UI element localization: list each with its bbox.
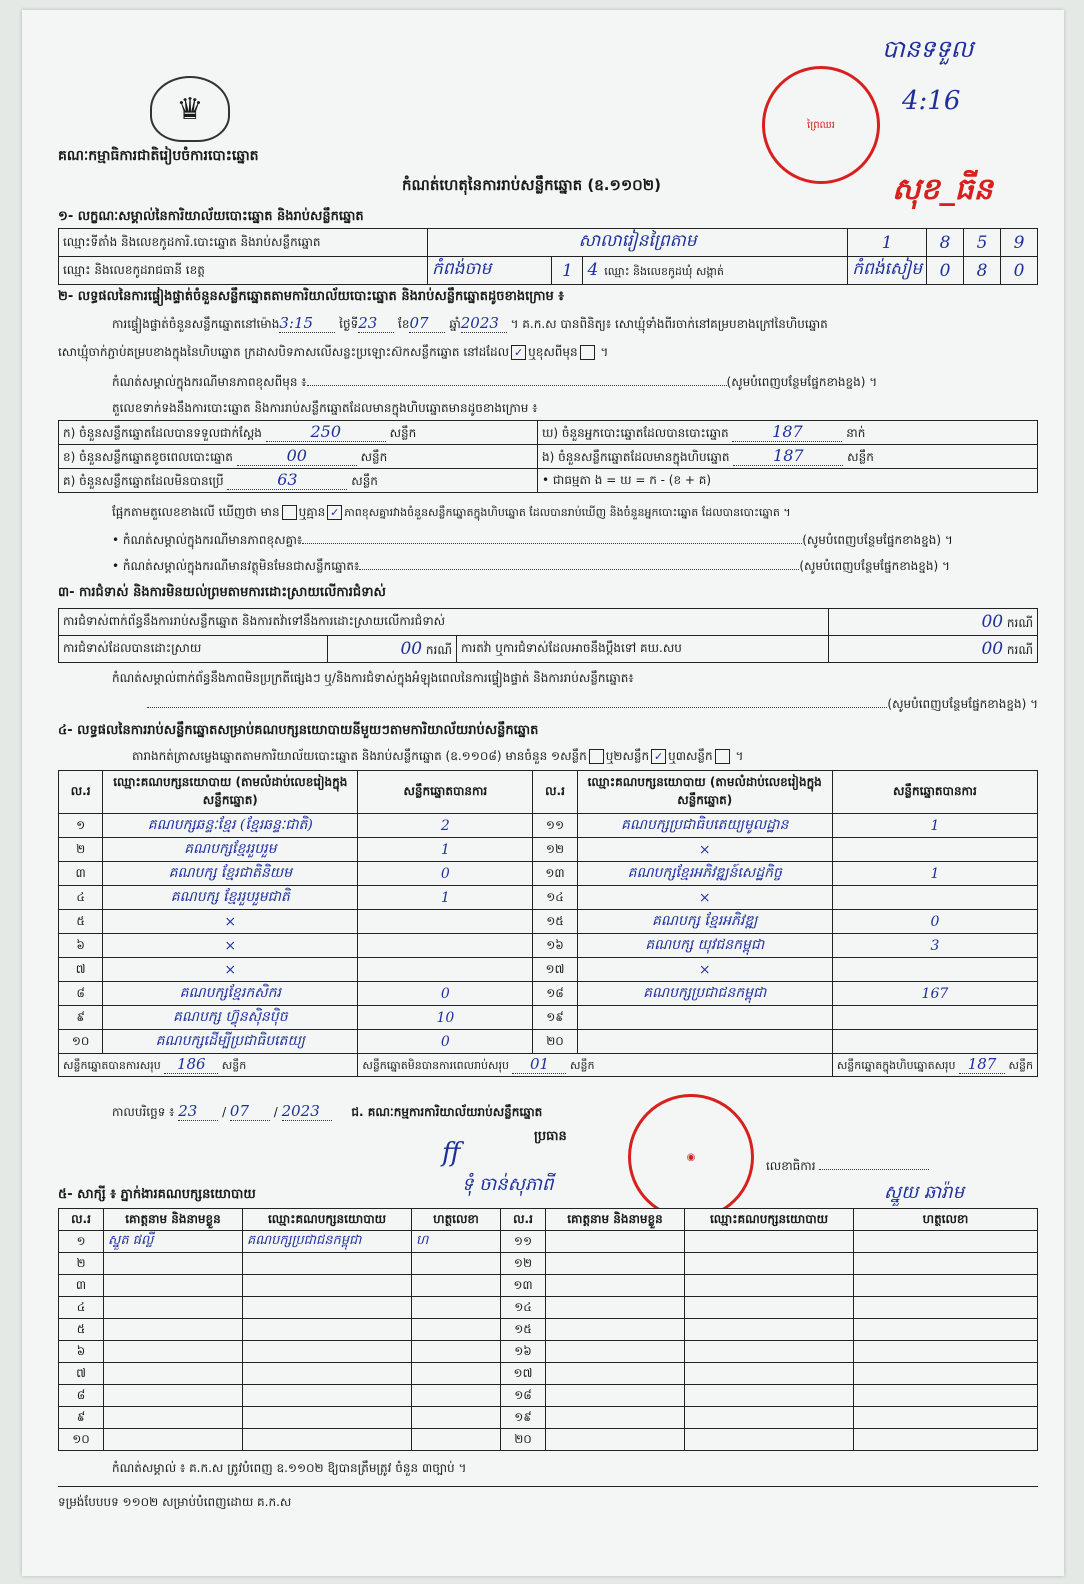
vote-count: 1 [832,862,1037,886]
witness-party [685,1341,854,1363]
witness-party [685,1429,854,1451]
party-name: × [577,838,832,862]
witness-signature [412,1297,501,1319]
vote-count [832,1006,1037,1030]
witness-party: គណបក្សប្រជាជនកម្ពុជា [243,1231,412,1253]
table-row [59,862,1038,886]
table-row [59,1385,1038,1407]
witness-party [243,1297,412,1319]
party-name: × [577,886,832,910]
witness-name [104,1275,243,1297]
figure-e: ង) ចំនួនសន្លឹកឆ្នោតដែលមានក្នុងហិបឆ្នោត 187 សន្លឹក [538,445,1038,469]
vote-count [358,958,533,982]
party-name: គណបក្សប្រជាជនកម្ពុជា [577,982,832,1006]
chair-signature: ﬀ [442,1138,461,1168]
total-in-box: សន្លឹកឆ្នោតក្នុងហិបឆ្នោតសរុប 187 សន្លឹក [832,1054,1037,1077]
row-number: ១១ [501,1231,546,1253]
witness-signature [854,1275,1038,1297]
row-number: ១ [59,1231,104,1253]
vote-count: 0 [832,910,1037,934]
table-row [59,1253,1038,1275]
form-footer: ទម្រង់បែបបទ ១១០២ សម្រាប់បំពេញដោយ គ.ក.ស [58,1495,292,1509]
witness-party [685,1275,854,1297]
location-label: ឈ្មោះទីតាំង និងលេខកូដការិ.បោះឆ្នោត និងរាប់សន្លឹកឆ្នោត [59,229,428,257]
row-number: ៣ [59,862,103,886]
witness-signature [854,1253,1038,1275]
party-name: គណបក្សប្រជាធិបតេយ្យមូលដ្ឋាន [577,814,832,838]
province-code: 1 [552,257,583,285]
commune-code: 0 [927,257,964,285]
commune-code: 8 [964,257,1001,285]
witness-name: ស្នួត ផល្លី [104,1231,243,1253]
table-row [59,1030,1038,1054]
party-name: គណបក្សដើម្បីប្រជាធិបតេយ្យ [103,1030,358,1054]
col-no: ល.រ [501,1209,546,1231]
witness-name [104,1385,243,1407]
party-name: គណបក្សខ្មែរអភិវឌ្ឍន៍សេដ្ឋកិច្ច [577,862,832,886]
witness-party [685,1231,854,1253]
has-difference-checkbox[interactable] [282,505,297,520]
section4-heading: ៤- លទ្ធផលនៃការរាប់សន្លឹកឆ្នោតសម្រាប់គណបក្សនយោបាយនីមួយៗតាមការិយាល័យរាប់សន្លឹកឆ្នោត [58,723,539,738]
witness-party [243,1385,412,1407]
total-valid: សន្លឹកឆ្នោតបានការសរុប 186 សន្លឹក [59,1054,358,1077]
row-number: ៣ [59,1275,104,1297]
col-sign: ហត្ថលេខា [412,1209,501,1231]
row-number: ១៦ [533,934,577,958]
bullet-note-2: • កំណត់សម្គាល់ក្នុងករណីមានវត្ថុមិនមែនជាសន្លឹកឆ្នោត៖ (សូមបំពេញបន្ថែមផ្នែកខាងខ្នង) ។ [112,559,950,573]
row-number: ៤ [59,1297,104,1319]
col-votes: សន្លឹកឆ្នោតបានការ [358,771,533,814]
row-number: ៥ [59,1319,104,1341]
row-number: ១០ [59,1429,104,1451]
section2-heading: ២- លទ្ធផលនៃការផ្ទៀងផ្ទាត់ចំនួនសន្លឹកឆ្នោតតាមការិយាល័យបោះឆ្នោត និងរាប់សន្លឹកឆ្នោតដូចខាងក្រោម ៖ [58,289,564,304]
witness-name [546,1231,685,1253]
witness-signature [412,1429,501,1451]
figures-intro: តួលេខទាក់ទងនឹងការបោះឆ្នោត និងការរាប់សន្លឹកឆ្នោតដែលមានក្នុងហិបឆ្នោតមានដូចខាងក្រោម ៖ [112,401,538,415]
code-digit: 8 [927,229,964,257]
col-votes: សន្លឹកឆ្នោតបានការ [832,771,1037,814]
party-name: គណបក្ស ខ្មែរអភិវឌ្ឍ [577,910,832,934]
one-sheet-checkbox[interactable] [589,749,604,764]
complaint-count: 00 ករណី [829,609,1038,636]
witness-signature [854,1297,1038,1319]
seal-line: សោឃ្មុំចាក់ភ្ជាប់គម្របខាងក្នុងនៃហិបឆ្នោត ក្រដាសបិទភាសលើសន្លះប្រឡោះស៊កសន្លឹកឆ្នោត នៅដដែល ✓ ឬខុសពីមុន ។ [58,345,609,359]
vote-count: 0 [358,862,533,886]
row-number: ៧ [59,1363,104,1385]
party-name: × [577,958,832,982]
party-name: × [103,910,358,934]
party-name: គណបក្ស ខ្មែរជាតិនិយម [103,862,358,886]
witness-party [243,1319,412,1341]
figure-d: ឃ) ចំនួនអ្នកបោះឆ្នោតដែលបានបោះឆ្នោត 187 នាក់ [538,421,1038,445]
witness-name [546,1407,685,1429]
row-number: ២ [59,838,103,862]
witness-party [243,1253,412,1275]
party-name: × [103,958,358,982]
party-name: គណបក្ស ហ៊្វុនស៊ិនប៉ិច [103,1006,358,1030]
witness-party [243,1429,412,1451]
witness-table [58,1208,1038,1451]
irregularity-hint: (សូមបំពេញបន្ថែមផ្នែកខាងខ្នង) ។ [58,696,1038,714]
witness-name [546,1385,685,1407]
org-name: គណៈកម្មាធិការជាតិរៀបចំការបោះឆ្នោត [58,148,259,164]
vote-count [358,934,533,958]
row-number: ១៧ [501,1363,546,1385]
vote-count: 167 [832,982,1037,1006]
witness-signature [412,1253,501,1275]
commune-value: កំពង់សៀម [848,257,927,285]
witness-party [243,1407,412,1429]
row-number: ៨ [59,982,103,1006]
witness-name [546,1275,685,1297]
witness-name [104,1319,243,1341]
two-sheet-checkbox[interactable]: ✓ [651,749,666,764]
row-number: ២០ [501,1429,546,1451]
witness-signature [412,1385,501,1407]
col-no: ល.រ [533,771,577,814]
section3-heading: ៣- ការជំទាស់ និងការមិនយល់ព្រមតាមការដោះស្រាយលើការជំទាស់ [58,585,386,600]
table-row [59,1407,1038,1429]
col-no: ល.រ [59,771,103,814]
witness-signature [854,1363,1038,1385]
commune-label: 4 ឈ្មោះ និងលេខកូដឃុំ សង្កាត់ [583,257,848,285]
witness-signature [854,1385,1038,1407]
witness-signature [412,1319,501,1341]
row-number: ៥ [59,910,103,934]
complaints-table [58,608,1038,663]
witness-party [685,1363,854,1385]
section1-heading: ១- លក្ខណៈសម្គាល់នៃការិយាល័យបោះឆ្នោត និងរាប់សន្លឹកឆ្នោត [58,209,364,224]
witness-name [104,1341,243,1363]
irregularity-note: កំណត់សម្គាល់ពាក់ព័ន្ធនឹងភាពមិនប្រក្រតីផ្សេងៗ ឬ/និងការជំទាស់ក្នុងអំឡុងពេលនៃការផ្ទៀងផ្ទាត់ និងការរាប់សន្លឹកឆ្នោត៖ [112,671,634,685]
row-number: ១២ [501,1253,546,1275]
appeal-label: ការតវ៉ា ឬការជំទាស់ដែលអាចនឹងប្តឹងទៅ គឃ.សប [457,636,829,663]
witness-party [685,1407,854,1429]
col-party: ឈ្មោះគណបក្សនយោបាយ [243,1209,412,1231]
vote-count [832,886,1037,910]
row-number: ១២ [533,838,577,862]
row-number: ១៨ [501,1385,546,1407]
different-checkbox[interactable] [580,345,595,360]
code-digit: 5 [964,229,1001,257]
witness-party [685,1319,854,1341]
table-row [59,982,1038,1006]
difference-note: កំណត់សម្គាល់ក្នុងករណីមានភាពខុសពីមុន ៖ (សូមបំពេញបន្ថែមផ្នែកខាងខ្នង) ។ [112,375,878,389]
compare-line: ផ្អែកតាមតួលេខខាងលើ ឃើញថា មាន ឬគ្មាន ✓ ភាពខុសគ្នារវាងចំនួនសន្លឹកឆ្នោតក្នុងហិបឆ្នោត ដែលបានរាប់ឃើញ និងចំនួនអ្នកបោះឆ្នោត ដែលបានបោះឆ្នោត ។ [112,505,791,519]
row-number: ៩ [59,1006,103,1030]
row-number: ១៣ [533,862,577,886]
location-table [58,228,1038,285]
code-digit: 1 [848,229,927,257]
witness-name [546,1429,685,1451]
figure-c: គ) ចំនួនសន្លឹកឆ្នោតដែលមិនបានប្រើ 63 សន្លឹក [59,469,538,493]
witness-party [685,1297,854,1319]
row-number: ១៤ [501,1297,546,1319]
table-row [59,886,1038,910]
official-stamp-top: ព្រៃឈរ [762,66,880,184]
vote-count: 0 [358,982,533,1006]
row-number: ៨ [59,1385,104,1407]
col-name: គោត្តនាម និងនាមខ្លួន [546,1209,685,1231]
vote-count: 1 [832,814,1037,838]
party-name: គណបក្សឆន្ទៈខ្មែរ (ខ្មែរឆន្ទៈជាតិ) [103,814,358,838]
figure-a: ក) ចំនួនសន្លឹកឆ្នោតដែលបានទទួលជាក់ស្តែង 250 សន្លឹក [59,421,538,445]
row-number: ៦ [59,1341,104,1363]
witness-name [546,1297,685,1319]
row-number: ១០ [59,1030,103,1054]
witness-name [546,1363,685,1385]
row-number: ១៧ [533,958,577,982]
vote-count: 0 [358,1030,533,1054]
witness-signature [412,1363,501,1385]
row-number: ៧ [59,958,103,982]
witness-party [243,1275,412,1297]
vote-count: 3 [832,934,1037,958]
party-name [577,1030,832,1054]
total-invalid: សន្លឹកឆ្នោតមិនបានការពេលរាប់សរុប 01 សន្លឹក [358,1054,832,1077]
witness-signature [854,1231,1038,1253]
verification-line: ការផ្ទៀងផ្ទាត់ចំនួនសន្លឹកឆ្នោតនៅម៉ោង3:15 ថ្ងៃទី23 ខែ07 ឆ្នាំ2023 ។ គ.ក.ស បានពិនិត្យ៖ សោឃ្មុំទាំងពីរចាក់នៅគម្របខាងក្រៅនៃហិបឆ្នោត [112,314,828,332]
table-row [59,838,1038,862]
col-party: ឈ្មោះគណបក្សនយោបាយ (តាមលំដាប់លេខរៀងក្នុងសន្លឹកឆ្នោត) [103,771,358,814]
table-row [59,1297,1038,1319]
table-row [59,910,1038,934]
handwritten-received: បានទទួល [882,35,974,63]
footer-note: កំណត់សម្គាល់ ៖ គ.ក.ស ត្រូវបំពេញ ឧ.១១០២ ឱ្យបានត្រឹមត្រូវ ចំនួន ៣ច្បាប់ ។ [112,1461,467,1475]
witness-party [685,1253,854,1275]
vote-count [832,1030,1037,1054]
results-table [58,770,1038,1077]
row-number: ១៤ [533,886,577,910]
table-row [59,1275,1038,1297]
witness-name [104,1407,243,1429]
row-number: ៦ [59,934,103,958]
vote-count: 1 [358,886,533,910]
appeal-count: 00 ករណី [829,636,1038,663]
witness-signature [854,1319,1038,1341]
table-row [59,1006,1038,1030]
row-number: ១៩ [501,1407,546,1429]
province-label: ឈ្មោះ និងលេខកូដរាជធានី ខេត្ត [59,257,428,285]
chair-title: ប្រធាន [534,1129,567,1144]
witness-signature [412,1407,501,1429]
table-row [59,1429,1038,1451]
row-number: ១៨ [533,982,577,1006]
three-sheet-checkbox[interactable] [715,749,730,764]
vote-count: 2 [358,814,533,838]
divider [58,1486,1038,1487]
resolved-count: 00 ករណី [328,636,457,663]
col-party: ឈ្មោះគណបក្សនយោបាយ [685,1209,854,1231]
party-name: គណបក្ស ខ្មែររួបរួមជាតិ [103,886,358,910]
row-number: ១៦ [501,1341,546,1363]
ballot-figures-table [58,420,1038,493]
vote-count [832,838,1037,862]
row-number: ៩ [59,1407,104,1429]
commune-code: 0 [1001,257,1038,285]
col-sign: ហត្ថលេខា [854,1209,1038,1231]
witness-signature [854,1341,1038,1363]
same-checkbox[interactable]: ✓ [511,345,526,360]
row-number: ១១ [533,814,577,838]
col-party: ឈ្មោះគណបក្សនយោបាយ (តាមលំដាប់លេខរៀងក្នុងសន្លឹកឆ្នោត) [577,771,832,814]
witness-party [243,1341,412,1363]
row-number: ២ [59,1253,104,1275]
figure-b: ខ) ចំនួនសន្លឹកឆ្នោតខូចពេលបោះឆ្នោត 00 សន្លឹក [59,445,538,469]
row-number: ១ [59,814,103,838]
witness-signature [412,1341,501,1363]
secretary-line: លេខាធិការ [766,1158,929,1176]
witness-name [104,1363,243,1385]
row-number: ៤ [59,886,103,910]
col-name: គោត្តនាម និងនាមខ្លួន [104,1209,243,1231]
national-emblem-icon: ♛ [150,76,230,142]
row-number: ១៣ [501,1275,546,1297]
form-title: កំណត់ហេតុនៃការរាប់សន្លឹកឆ្នោត (ឧ.១១០២) [402,176,662,194]
table-row [59,1319,1038,1341]
row-number: ១៩ [533,1006,577,1030]
official-stamp-committee: ◉ [628,1094,754,1220]
date-line: កាលបរិច្ឆេទ ៖ 23 / 07 / 2023 ជ. គណៈកម្មការការិយាល័យរាប់សន្លឹកឆ្នោត [112,1102,543,1120]
code-digit: 9 [1001,229,1038,257]
section5-heading: ៥- សាក្សី ៖ ភ្នាក់ងារគណបក្សនយោបាយ [58,1187,256,1202]
secretary-name: ស្នួយ ឆារ៉ាម [884,1182,964,1203]
form-page [22,10,1064,1576]
no-difference-checkbox[interactable]: ✓ [327,505,342,520]
table-row [59,1231,1038,1253]
complaint-label: ការជំទាស់ពាក់ព័ន្ធនឹងការរាប់សន្លឹកឆ្នោត និងការតវ៉ាទៅនឹងការដោះស្រាយលើការជំទាស់ [59,609,829,636]
witness-name [104,1297,243,1319]
chair-name: ទុំ ចាន់សុភាពី [462,1174,554,1195]
party-name: × [103,934,358,958]
handwritten-time: 4:16 [902,86,961,116]
table-row [59,958,1038,982]
table-row [59,1341,1038,1363]
witness-party [685,1385,854,1407]
table-row [59,814,1038,838]
table-row [59,934,1038,958]
party-name: គណបក្ស យុវជនកម្ពុជា [577,934,832,958]
vote-count [832,958,1037,982]
col-no: ល.រ [59,1209,104,1231]
witness-name [104,1253,243,1275]
witness-name [546,1253,685,1275]
location-value: សាលារៀនព្រៃតាម [428,229,848,257]
party-name: គណបក្សខ្មែរកសិករ [103,982,358,1006]
witness-signature [412,1275,501,1297]
handwritten-red-name: សុខ_ធីន [892,172,993,207]
row-number: ១៥ [501,1319,546,1341]
vote-count [358,910,533,934]
party-name: គណបក្សខ្មែររួបរួម [103,838,358,862]
tally-sheet-line: តារាងកត់ត្រាសម្លេងឆ្នោតតាមការិយាល័យបោះឆ្នោត និងរាប់សន្លឹកឆ្នោត (ឧ.១១០៨) មានចំនួន ១សន្លឹក ឬ២សន្លឹក ✓ ឬ៣សន្លឹក ។ [132,749,744,763]
witness-name [546,1319,685,1341]
province-value: កំពង់ចាម [428,257,552,285]
table-row [59,1363,1038,1385]
party-name [577,1006,832,1030]
witness-name [104,1429,243,1451]
witness-signature: ហ [412,1231,501,1253]
row-number: ២០ [533,1030,577,1054]
resolved-label: ការជំទាស់ដែលបានដោះស្រាយ [59,636,328,663]
vote-count: 10 [358,1006,533,1030]
bullet-note-1: • កំណត់សម្គាល់ក្នុងករណីមានភាពខុសគ្នា៖ (សូមបំពេញបន្ថែមផ្នែកខាងខ្នង) ។ [112,533,953,547]
witness-name [546,1341,685,1363]
witness-signature [854,1429,1038,1451]
vote-count: 1 [358,838,533,862]
witness-signature [854,1407,1038,1429]
formula: • ជាធម្មតា ង = ឃ = ក - (ខ + គ) [538,469,1038,493]
witness-party [243,1363,412,1385]
row-number: ១៥ [533,910,577,934]
